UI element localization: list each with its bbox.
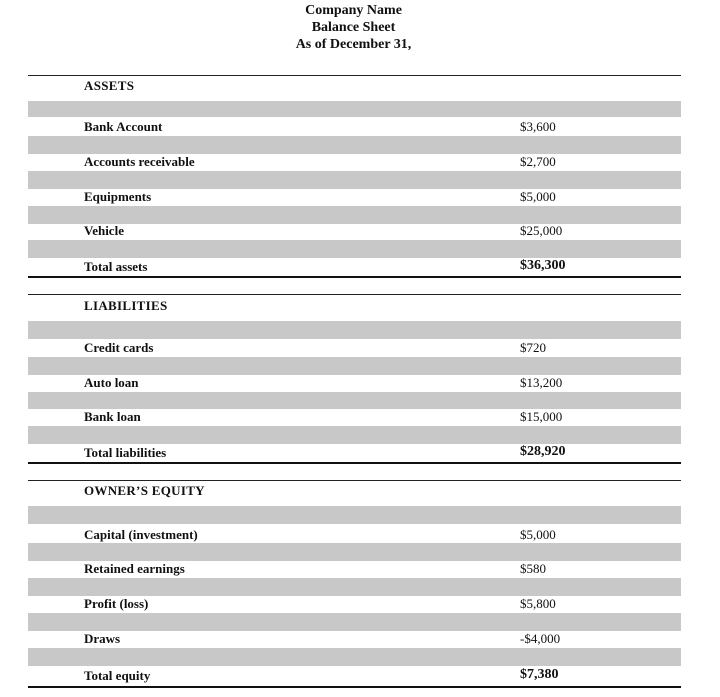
equity-value: -$4,000 [520, 631, 561, 646]
total-rule [28, 686, 681, 688]
equity-label: Profit (loss) [84, 596, 149, 611]
asset-value: $2,700 [520, 154, 556, 169]
row-stripe [28, 240, 681, 258]
row-stripe [28, 426, 681, 444]
liability-label: Auto loan [84, 375, 139, 390]
equity-label: Capital (investment) [84, 527, 198, 542]
section-rule [28, 480, 681, 481]
liability-value: $720 [520, 340, 546, 355]
asset-label: Bank Account [84, 119, 163, 134]
liability-value: $13,200 [520, 375, 563, 390]
liabilities-heading: LIABILITIES [84, 298, 168, 313]
row-stripe [28, 206, 681, 224]
equity-label: Draws [84, 631, 121, 646]
sheet-title: Balance Sheet [311, 20, 396, 35]
equity-heading: OWNER’S EQUITY [84, 483, 205, 498]
row-stripe [28, 392, 681, 409]
row-stripe [28, 506, 681, 524]
row-stripe [28, 578, 681, 596]
asset-value: $5,000 [520, 189, 556, 204]
balance-sheet [28, 0, 681, 697]
total-rule [28, 462, 681, 464]
row-stripe [28, 357, 681, 375]
row-stripe [28, 171, 681, 189]
row-stripe [28, 136, 681, 154]
section-rule [28, 75, 681, 76]
asset-label: Equipments [84, 189, 152, 204]
asset-value: $25,000 [520, 223, 563, 238]
total-equity-label: Total equity [84, 668, 151, 683]
total-assets-value: $36,300 [520, 258, 566, 273]
asset-label: Vehicle [84, 223, 124, 238]
assets-heading: ASSETS [84, 78, 135, 93]
liability-label: Credit cards [84, 340, 154, 355]
row-stripe [28, 543, 681, 561]
asset-value: $3,600 [520, 119, 556, 134]
equity-value: $580 [520, 561, 546, 576]
total-liabilities-value: $28,920 [520, 444, 566, 459]
sheet-date: As of December 31, [295, 37, 412, 52]
total-assets-label: Total assets [84, 259, 148, 274]
equity-value: $5,000 [520, 527, 556, 542]
asset-label: Accounts receivable [84, 154, 195, 169]
liability-label: Bank loan [84, 409, 141, 424]
row-stripe [28, 648, 681, 666]
row-stripe [28, 101, 681, 117]
row-stripe [28, 613, 681, 631]
row-stripe [28, 321, 681, 339]
company-name: Company Name [305, 3, 402, 18]
equity-label: Retained earnings [84, 561, 185, 576]
liability-value: $15,000 [520, 409, 563, 424]
total-rule [28, 276, 681, 278]
total-liabilities-label: Total liabilities [84, 445, 167, 460]
total-equity-value: $7,380 [520, 667, 559, 682]
section-rule [28, 294, 681, 295]
equity-value: $5,800 [520, 596, 556, 611]
